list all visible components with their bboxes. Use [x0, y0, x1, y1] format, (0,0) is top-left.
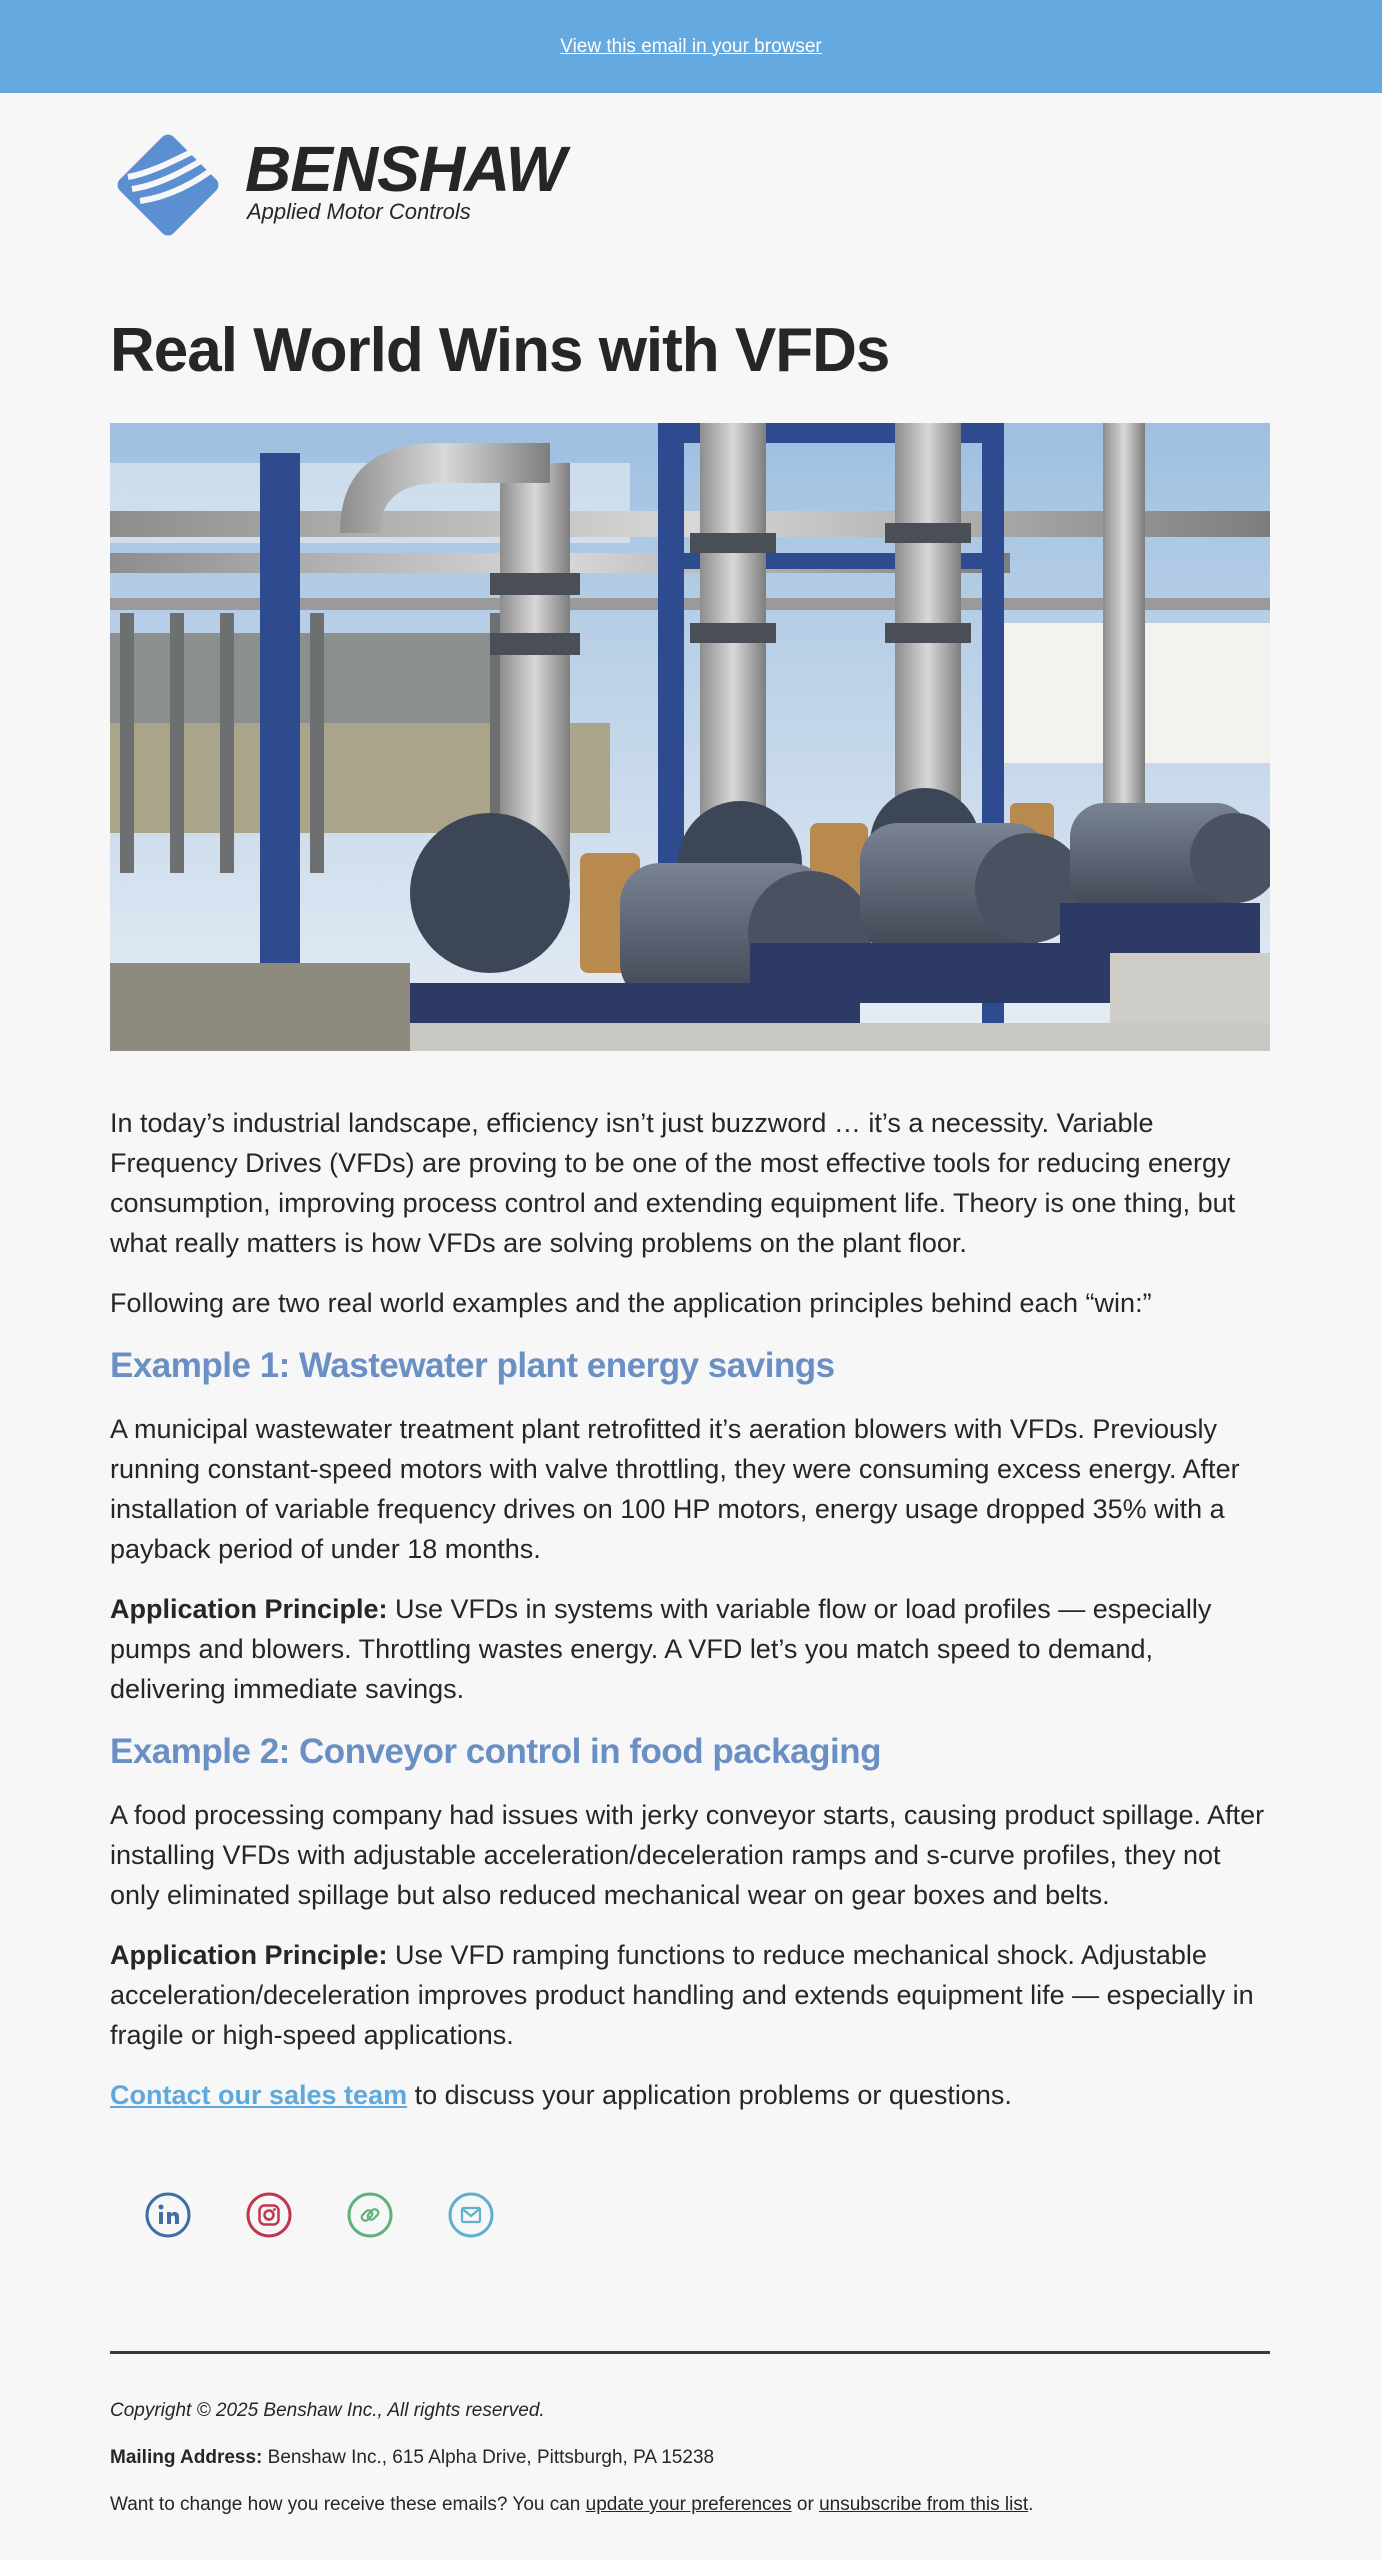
email-icon[interactable] — [448, 2192, 494, 2238]
intro-paragraph-1: In today’s industrial landscape, efficiency isn’t just buzzword … it’s a necessity. Variable Frequency Drives (VFDs) are proving to be one of the most effective tools for reducing energy consumption, improving process control and extending equipment life. Theory is one thing, but what really matters is how VFDs are solving problems on the plant floor. — [110, 1108, 1236, 1258]
example-2-principle — [110, 1935, 1270, 2055]
example-2-heading: Example 2: Conveyor control in food packaging — [110, 1732, 881, 1771]
brand-logo[interactable] — [110, 127, 570, 245]
unsubscribe-link[interactable]: unsubscribe from this list — [819, 2494, 1029, 2515]
contact-sales-link[interactable]: Contact our sales team — [110, 2080, 408, 2110]
email-title: Real World Wins with VFDs — [110, 316, 890, 385]
example-2-body: A food processing company had issues with jerky conveyor starts, causing product spillage. After installing VFDs with adjustable acceleration/deceleration ramps and s-curve profiles, they not only eliminated spillage but also reduced mechanical wear on gear boxes and belts. — [110, 1800, 1265, 1910]
pump-station-illustration — [110, 423, 1270, 1051]
linkedin-icon[interactable] — [145, 2192, 191, 2238]
update-preferences-link[interactable]: update your preferences — [585, 2494, 792, 2515]
principle-text: Use VFDs in systems with variable flow or load profiles — especially pumps and blowers. Throttling wastes energy. A VFD let’s you match speed to demand, delivering immediate savings. — [110, 1594, 1212, 1704]
principle-text: Use VFD ramping functions to reduce mechanical shock. Adjustable acceleration/deceleration improves product handling and extends equipment life — especially in fragile or high-speed applications. — [110, 1940, 1254, 2050]
copyright: Copyright © 2025 Benshaw Inc., All rights reserved. — [110, 2400, 545, 2421]
principle-label: Application Principle: — [110, 1940, 388, 1970]
preferences-line — [110, 2494, 1270, 2516]
footer-divider — [110, 2351, 1270, 2354]
principle-label: Application Principle: — [110, 1594, 388, 1624]
hero-image — [110, 423, 1270, 1051]
example-1-heading: Example 1: Wastewater plant energy savings — [110, 1346, 835, 1385]
footer — [110, 2400, 1270, 2516]
mailing-address — [110, 2447, 1270, 2469]
cta-paragraph — [110, 2075, 1270, 2115]
link-icon[interactable] — [347, 2192, 393, 2238]
intro-paragraph-2: Following are two real world examples and the application principles behind each “win:” — [110, 1288, 1152, 1318]
cta-text: to discuss your application problems or questions. — [407, 2080, 1012, 2110]
example-1-principle — [110, 1589, 1270, 1709]
mailing-label: Mailing Address: — [110, 2447, 263, 2468]
preferences-lead: Want to change how you receive these emails? You can — [110, 2494, 586, 2515]
instagram-icon[interactable] — [246, 2192, 292, 2238]
brand-tagline: Applied Motor Controls — [247, 199, 471, 224]
benshaw-logo-icon — [110, 127, 226, 243]
preferences-end: . — [1028, 2494, 1034, 2515]
brand-name: BENSHAW — [245, 133, 566, 205]
preferences-or: or — [791, 2494, 820, 2515]
email-body — [110, 1103, 1270, 2135]
social-links — [145, 2192, 494, 2238]
top-banner — [0, 0, 1382, 93]
example-1-body: A municipal wastewater treatment plant retrofitted it’s aeration blowers with VFDs. Previously running constant-speed motors with valve throttling, they were consuming excess energy. After installation of variable frequency drives on 100 HP motors, energy usage dropped 35% with a payback period of under 18 months. — [110, 1414, 1240, 1564]
mailing-value: Benshaw Inc., 615 Alpha Drive, Pittsburgh, PA 15238 — [262, 2447, 715, 2468]
view-in-browser-link[interactable]: View this email in your browser — [560, 35, 822, 57]
